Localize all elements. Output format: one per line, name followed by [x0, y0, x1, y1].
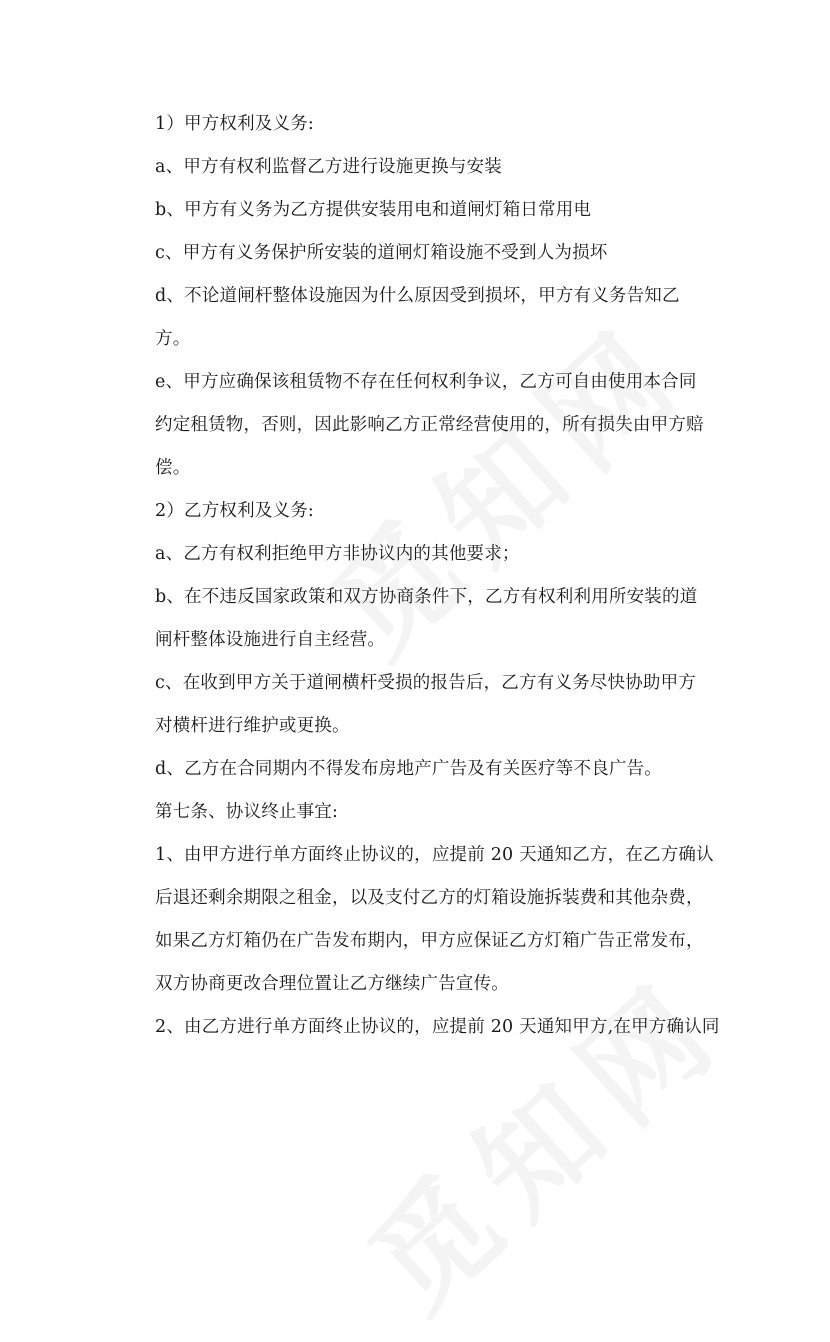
- clause-1a: a、甲方有权利监督乙方进行设施更换与安装: [155, 157, 502, 177]
- article-7-item1-line2: 后退还剩余期限之租金，以及支付乙方的灯箱设施拆装费和其他杂费，: [155, 888, 704, 908]
- article-7-item2-line1: 2、由乙方进行单方面终止协议的，应提前 20 天通知甲方,在甲方确认同: [155, 1017, 720, 1037]
- clause-1e-line2: 约定租赁物，否则，因此影响乙方正常经营使用的，所有损失由甲方赔: [155, 415, 704, 435]
- clause-2a: a、乙方有权利拒绝甲方非协议内的其他要求；: [155, 544, 520, 564]
- article-7-item1-line3: 如果乙方灯箱仍在广告发布期内，甲方应保证乙方灯箱广告正常发布，: [155, 931, 704, 951]
- clause-2d: d、乙方在合同期内不得发布房地产广告及有关医疗等不良广告。: [155, 759, 663, 779]
- clause-1d-line1: d、不论道闸杆整体设施因为什么原因受到损坏，甲方有义务告知乙: [155, 286, 680, 306]
- watermark-bottom: [328, 947, 732, 1334]
- clause-1e-line1: e、甲方应确保该租赁物不存在任何权利争议，乙方可自由使用本合同: [155, 372, 697, 392]
- section-1-heading: 1）甲方权利及义务:: [155, 114, 315, 134]
- clause-2b-line1: b、在不违反国家政策和双方协商条件下，乙方有权利利用所安装的道: [155, 587, 698, 607]
- clause-1e-line3: 偿。: [155, 458, 191, 478]
- clause-2c-line2: 对横杆进行维护或更换。: [155, 716, 350, 736]
- clause-2b-line2: 闸杆整体设施进行自主经营。: [155, 630, 386, 650]
- section-2-heading: 2）乙方权利及义务:: [155, 501, 315, 521]
- article-7-heading: 第七条、协议终止事宜:: [155, 802, 339, 822]
- clause-1b: b、甲方有义务为乙方提供安装用电和道闸灯箱日常用电: [155, 200, 592, 220]
- clause-1d-line2: 方。: [155, 329, 191, 349]
- clause-2c-line1: c、在收到甲方关于道闸横杆受损的报告后，乙方有义务尽快协助甲方: [155, 673, 696, 693]
- article-7-item1-line4: 双方协商更改合理位置让乙方继续广告宣传。: [155, 974, 509, 994]
- clause-1c: c、甲方有义务保护所安装的道闸灯箱设施不受到人为损坏: [155, 243, 608, 263]
- article-7-item1-line1: 1、由甲方进行单方面终止协议的，应提前 20 天通知乙方，在乙方确认: [155, 845, 714, 865]
